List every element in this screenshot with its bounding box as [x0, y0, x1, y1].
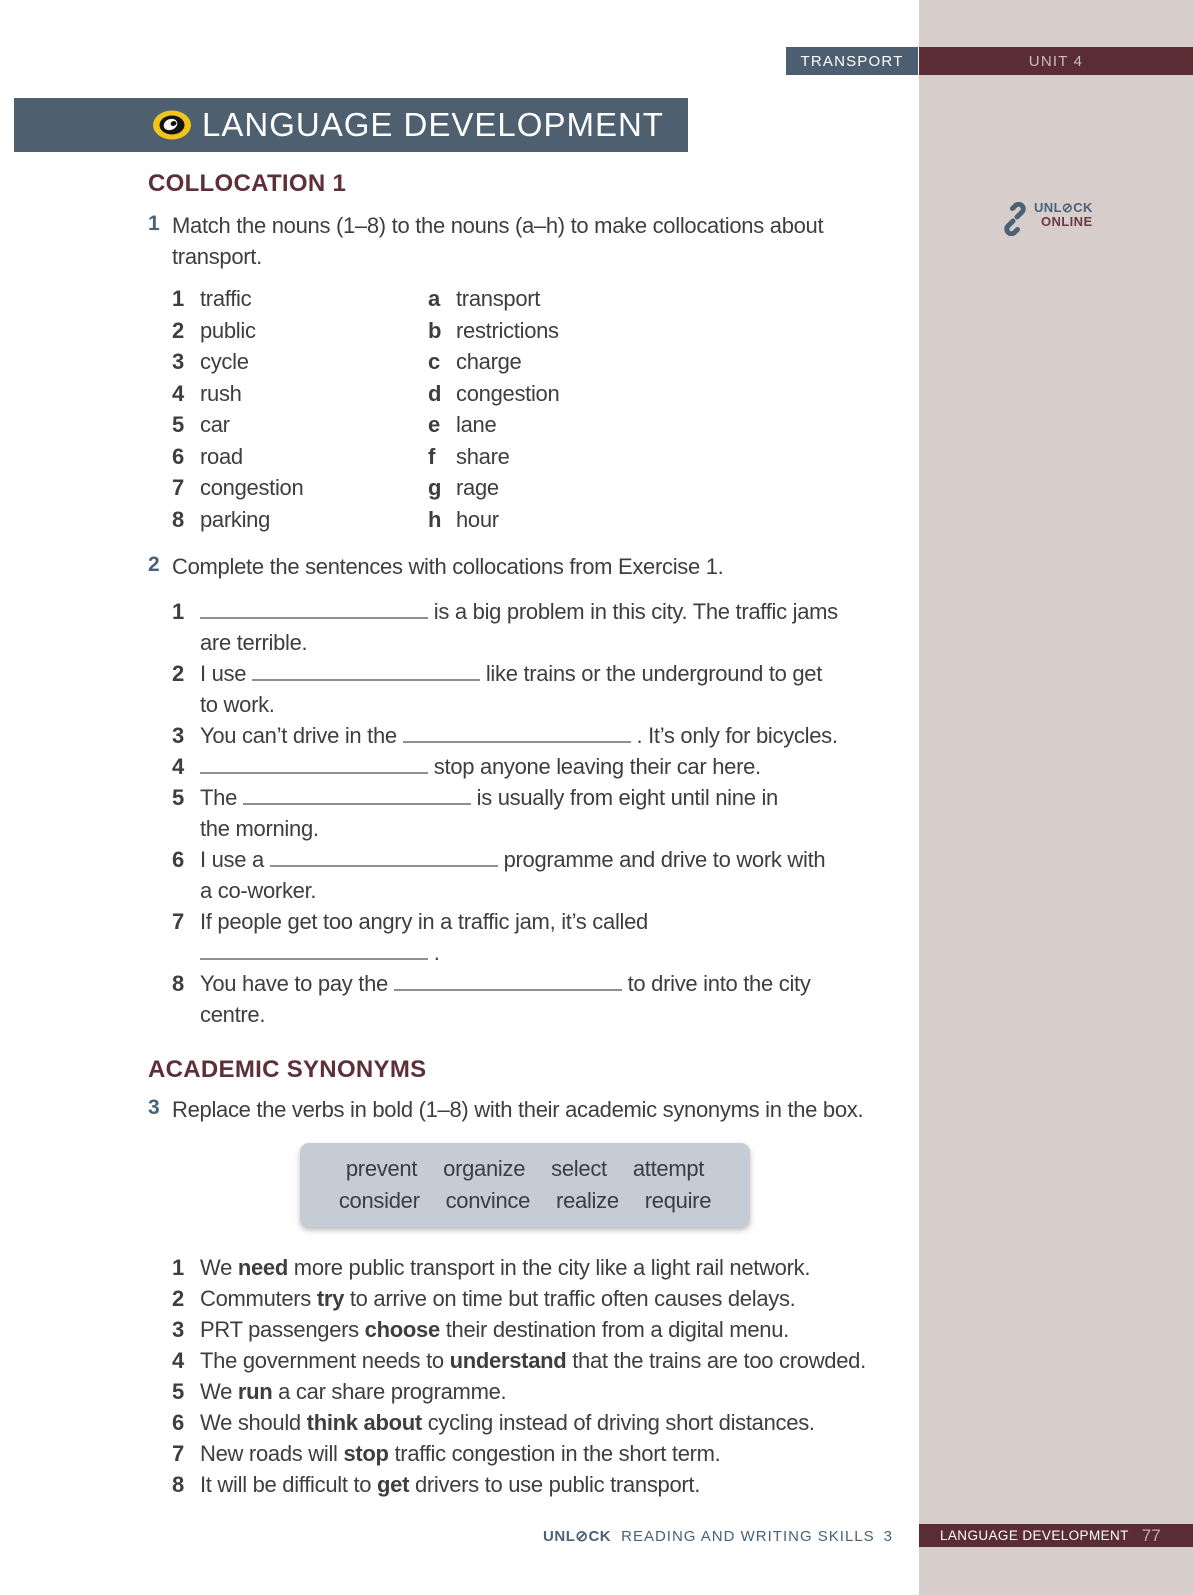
sentence-lines — [200, 906, 838, 968]
fill-in-sentences-list — [148, 596, 838, 1030]
match-item-number: 6 — [172, 443, 184, 469]
match-right-word: lane — [456, 412, 497, 437]
sentence-text: I use — [200, 661, 253, 686]
sentence-item — [148, 1252, 866, 1283]
bold-verb: choose — [364, 1317, 440, 1342]
match-left-word: cycle — [200, 349, 249, 374]
sentence-segment: We should — [200, 1410, 307, 1435]
match-left-word: traffic — [200, 286, 252, 311]
sentence-segment: traffic congestion in the short term. — [388, 1441, 721, 1466]
bold-verb: stop — [343, 1441, 389, 1466]
exercise-3 — [148, 1094, 932, 1125]
exercise-instruction: Complete the sentences with collocations from Exercise 1. — [172, 554, 724, 579]
fill-in-blank — [403, 724, 631, 743]
sentence-number: 3 — [172, 1317, 184, 1342]
sentence-text: . — [428, 940, 440, 965]
sentence-text: I use a — [200, 847, 270, 872]
sentence-text — [200, 1441, 721, 1466]
sentence-segment: We — [200, 1379, 238, 1404]
sentence-text: are terrible. — [200, 630, 308, 655]
sentence-lines — [200, 968, 838, 1030]
sentence-number: 3 — [172, 723, 184, 748]
sentence-text: is a big problem in this city. The traffic jams — [428, 599, 838, 624]
sentence-text — [200, 1472, 700, 1497]
match-item-number: 7 — [172, 475, 184, 500]
bold-verb: try — [316, 1286, 345, 1311]
match-item-letter: c — [428, 349, 440, 374]
sentence-line — [200, 968, 838, 999]
sidebar-background — [919, 0, 1193, 1595]
sentence-lines — [200, 751, 838, 782]
sentence-text — [200, 1348, 866, 1373]
synonyms-word-box — [300, 1143, 750, 1227]
sentence-text: is usually from eight until nine in — [470, 785, 778, 810]
fill-in-blank — [243, 786, 471, 805]
sentence-line — [200, 689, 838, 720]
sentence-text — [200, 1255, 810, 1280]
sentence-segment: more public transport in the city like a light rail network. — [287, 1255, 811, 1280]
sentence-segment: New roads will — [200, 1441, 344, 1466]
sentence-line — [200, 751, 838, 782]
sentence-lines — [200, 596, 838, 658]
chain-link-icon — [1000, 202, 1030, 236]
match-right-word: rage — [456, 475, 499, 500]
box-word: realize — [556, 1188, 619, 1213]
match-item-letter: f — [428, 443, 436, 469]
sentence-number: 7 — [172, 1441, 184, 1466]
sentence-text — [200, 1317, 789, 1342]
box-word: require — [644, 1188, 712, 1213]
bold-verb: need — [237, 1255, 288, 1280]
sentence-segment: We — [200, 1255, 238, 1280]
sentence-text: the morning. — [200, 816, 319, 841]
match-left-word: car — [200, 412, 230, 437]
main-content — [148, 0, 938, 1595]
sentence-segment: cycling instead of driving short distances. — [421, 1410, 815, 1435]
bold-verb: understand — [449, 1348, 567, 1373]
match-item-number: 8 — [172, 506, 184, 532]
match-right-word: share — [456, 443, 510, 469]
sentence-number: 6 — [172, 847, 184, 872]
sentence-item — [148, 1345, 866, 1376]
sentence-line — [200, 782, 838, 813]
match-item-letter: b — [428, 317, 442, 343]
unit-number-tab: UNIT 4 — [919, 47, 1193, 75]
exercise-instruction: Replace the verbs in bold (1–8) with their academic synonyms in the box. — [172, 1097, 864, 1122]
sentence-text: like trains or the underground to get — [480, 661, 823, 686]
sentence-item — [148, 968, 838, 1030]
match-item-letter: d — [428, 380, 442, 406]
sentence-segment: PRT passengers — [200, 1317, 365, 1342]
page-number: 77 — [1141, 1525, 1161, 1545]
bold-verb: get — [377, 1472, 410, 1497]
box-word: select — [551, 1156, 607, 1181]
sentence-segment: It will be difficult to — [200, 1472, 378, 1497]
sentence-line — [200, 596, 838, 627]
match-right-word: hour — [456, 506, 499, 532]
exercise-2 — [148, 551, 724, 582]
box-word: attempt — [632, 1156, 705, 1181]
match-item-number: 4 — [172, 380, 184, 406]
sentence-text: centre. — [200, 1002, 266, 1027]
match-item-number: 2 — [172, 317, 184, 343]
match-item-letter: a — [428, 286, 440, 311]
sentence-lines — [200, 782, 838, 844]
fill-in-blank — [200, 755, 428, 774]
match-item-number: 1 — [172, 286, 184, 311]
sentence-number: 2 — [172, 661, 184, 686]
badge-text — [1034, 201, 1093, 228]
match-right-word: congestion — [456, 380, 560, 406]
footer-level-number: 3 — [883, 1528, 893, 1545]
box-word: convince — [445, 1188, 531, 1213]
sentence-segment: to arrive on time but traffic often causes delays. — [344, 1286, 796, 1311]
match-left-word: rush — [200, 380, 242, 406]
sentence-line — [200, 906, 838, 937]
collocation-heading: COLLOCATION 1 — [148, 170, 347, 197]
sentence-lines — [200, 844, 838, 906]
sentence-item — [148, 596, 838, 658]
unlock-online-badge — [1000, 201, 1093, 236]
sentence-number: 1 — [172, 1255, 184, 1280]
sentence-item — [148, 1407, 866, 1438]
box-word: organize — [443, 1156, 526, 1181]
sentence-text — [200, 1286, 795, 1311]
footer-section-label: LANGUAGE DEVELOPMENT — [940, 1528, 1129, 1543]
sentence-item — [148, 1376, 866, 1407]
fill-in-blank — [394, 972, 622, 991]
match-right-word: charge — [456, 349, 522, 374]
footer-series-title — [0, 1527, 893, 1545]
fill-in-blank — [200, 600, 428, 619]
sentence-number: 1 — [172, 599, 184, 624]
match-item-number: 3 — [172, 349, 184, 374]
sentence-number: 6 — [172, 1410, 184, 1435]
sentence-text: to drive into the city — [621, 971, 811, 996]
exercise-number: 3 — [148, 1096, 160, 1119]
sentence-lines — [200, 658, 838, 720]
box-word: prevent — [345, 1156, 418, 1181]
sentence-line — [200, 937, 838, 968]
unlock-brand-label: UNL⊘CK — [1034, 200, 1093, 215]
exercise-1 — [148, 210, 828, 272]
sentence-number: 8 — [172, 1472, 184, 1497]
sentence-segment: drivers to use public transport. — [409, 1472, 701, 1497]
sentence-item — [148, 1283, 866, 1314]
exercise-number: 1 — [148, 212, 160, 235]
sentence-segment: The government needs to — [200, 1348, 450, 1373]
sentence-text: You have to pay the — [200, 971, 394, 996]
fill-in-blank — [252, 662, 480, 681]
sentence-lines — [200, 720, 838, 751]
sentence-line — [200, 999, 838, 1030]
sentence-segment: their destination from a digital menu. — [439, 1317, 789, 1342]
fill-in-blank — [200, 941, 428, 960]
match-right-word: restrictions — [456, 317, 559, 343]
online-label: ONLINE — [1041, 214, 1093, 229]
box-word: consider — [338, 1188, 420, 1213]
sentence-number: 5 — [172, 1379, 184, 1404]
sentence-text: a co-worker. — [200, 878, 317, 903]
exercise-number: 2 — [148, 553, 160, 576]
unit-topic-tab: TRANSPORT — [786, 47, 918, 75]
bold-verb-sentences-list — [148, 1252, 866, 1500]
footer-section-bar — [919, 1524, 1193, 1547]
sentence-item — [148, 782, 838, 844]
exercise-instruction: Match the nouns (1–8) to the nouns (a–h) to make collocations about transport. — [172, 213, 824, 269]
match-item-letter: h — [428, 506, 442, 532]
sentence-text — [200, 1379, 506, 1404]
match-left-word: parking — [200, 506, 271, 532]
academic-synonyms-heading: ACADEMIC SYNONYMS — [148, 1056, 427, 1083]
sentence-number: 4 — [172, 1348, 184, 1373]
bold-verb: think about — [306, 1410, 422, 1435]
sentence-text: stop anyone leaving their car here. — [428, 754, 761, 779]
fill-in-blank — [270, 848, 498, 867]
sentence-item — [148, 720, 838, 751]
sentence-item — [148, 844, 838, 906]
sentence-text: programme and drive to work with — [497, 847, 826, 872]
sentence-item — [148, 1438, 866, 1469]
sentence-item — [148, 1314, 866, 1345]
word-box-row — [300, 1153, 750, 1185]
footer-brand-logo: UNL⊘CK — [543, 1528, 612, 1545]
sentence-text: to work. — [200, 692, 275, 717]
sentence-text: You can’t drive in the — [200, 723, 403, 748]
sentence-number: 7 — [172, 909, 184, 934]
sentence-line — [200, 875, 838, 906]
page-title: LANGUAGE DEVELOPMENT — [202, 106, 664, 143]
sentence-text: The — [200, 785, 243, 810]
sentence-item — [148, 1469, 866, 1500]
match-right-word: transport — [456, 286, 541, 311]
sentence-text — [200, 1410, 815, 1435]
sentence-line — [200, 658, 838, 689]
match-left-word: congestion — [200, 475, 304, 500]
sentence-item — [148, 906, 838, 968]
sentence-number: 2 — [172, 1286, 184, 1311]
sentence-line — [200, 813, 838, 844]
sentence-number: 5 — [172, 785, 184, 810]
sentence-text: If people get too angry in a traffic jam, it’s called — [200, 909, 648, 934]
sentence-segment: a car share programme. — [272, 1379, 507, 1404]
match-left-word: road — [200, 443, 243, 469]
sentence-item — [148, 658, 838, 720]
sentence-segment: Commuters — [200, 1286, 317, 1311]
match-item-letter: e — [428, 412, 440, 437]
sentence-number: 4 — [172, 754, 184, 779]
sentence-segment: that the trains are too crowded. — [566, 1348, 866, 1373]
sentence-item — [148, 751, 838, 782]
bold-verb: run — [237, 1379, 273, 1404]
match-item-letter: g — [428, 475, 442, 500]
match-item-number: 5 — [172, 412, 184, 437]
sentence-line — [200, 627, 838, 658]
sentence-number: 8 — [172, 971, 184, 996]
sentence-text: . It’s only for bicycles. — [630, 723, 838, 748]
footer-series-label: READING AND WRITING SKILLS — [621, 1528, 875, 1545]
sentence-line — [200, 720, 838, 751]
sentence-line — [200, 844, 838, 875]
match-left-word: public — [200, 317, 256, 343]
word-box-row — [300, 1185, 750, 1217]
